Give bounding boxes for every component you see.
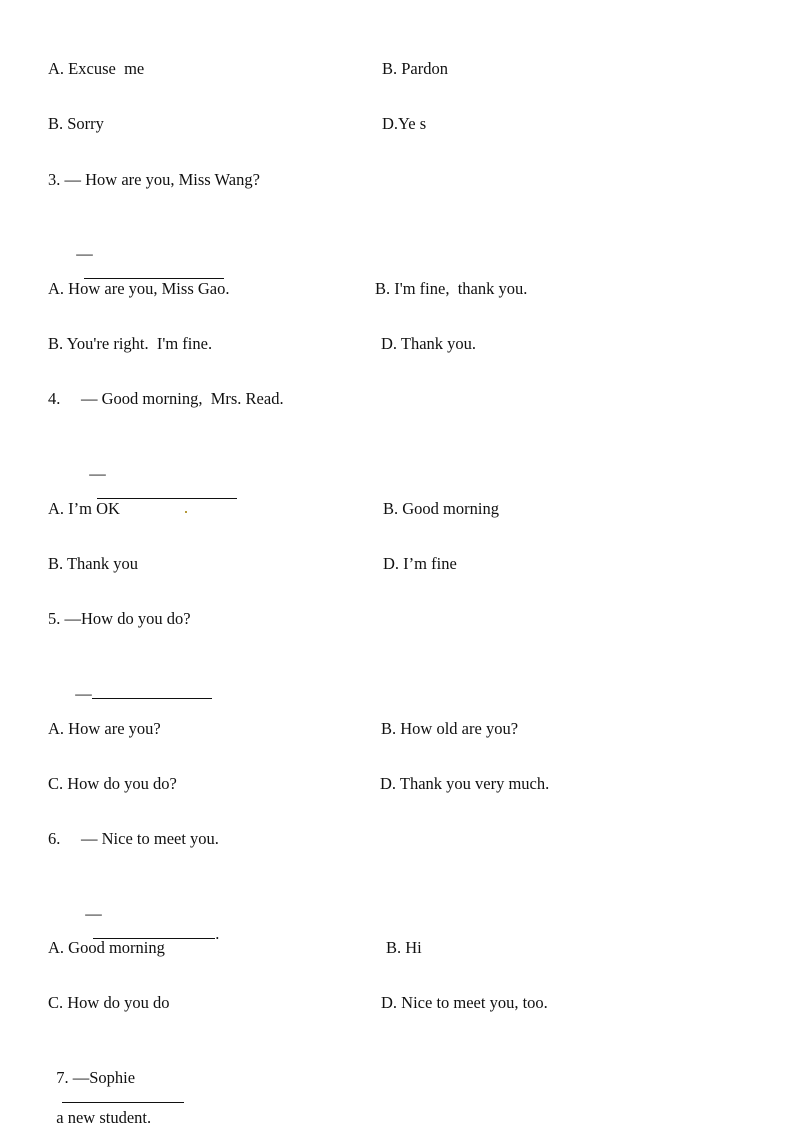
q6-reply-line xyxy=(77,884,219,944)
q4-option-b: B. Good morning xyxy=(383,499,499,518)
q2-option-b: B. Pardon xyxy=(382,59,448,78)
q4-reply-dash: — xyxy=(89,464,106,483)
q2-option-a: A. Excuse me xyxy=(48,59,145,78)
q7-answer-blank[interactable] xyxy=(62,1088,184,1103)
q5-reply-dash: — xyxy=(75,684,92,703)
q6-prompt: — Nice to meet you. xyxy=(81,829,219,848)
q7-prompt-end: a new student. xyxy=(56,1108,152,1127)
q5-option-b: B. How old are you? xyxy=(381,719,519,738)
q3-prompt: 3. — How are you, Miss Wang? xyxy=(48,170,260,189)
q6-number: 6. xyxy=(48,829,61,848)
q3-answer-blank[interactable] xyxy=(84,264,224,279)
q6-option-d: D. Nice to meet you, too. xyxy=(381,993,548,1012)
q2-option-c: B. Sorry xyxy=(48,114,104,133)
q7-prompt-line xyxy=(48,1048,190,1128)
q3-option-b: B. I'm fine, thank you. xyxy=(375,279,528,298)
q3-reply-line xyxy=(68,224,224,284)
q6-option-a: A. Good morning xyxy=(48,938,165,957)
q3-option-c: B. You're right. I'm fine. xyxy=(48,334,213,353)
q5-answer-blank[interactable] xyxy=(92,684,212,699)
q6-option-c: C. How do you do xyxy=(48,993,170,1012)
q4-prompt: — Good morning, Mrs. Read. xyxy=(81,389,284,408)
q5-option-a: A. How are you? xyxy=(48,719,161,738)
q4-option-c: B. Thank you xyxy=(48,554,138,573)
q5-option-c: C. How do you do? xyxy=(48,774,177,793)
q4-answer-blank[interactable] xyxy=(97,484,237,499)
q6-answer-blank[interactable] xyxy=(93,924,215,939)
q6-option-b: B. Hi xyxy=(386,938,422,957)
q6-reply-end: . xyxy=(215,924,220,943)
q7-prompt-start: 7. —Sophie xyxy=(56,1068,136,1087)
q4-reply-line xyxy=(81,444,237,504)
q5-option-d: D. Thank you very much. xyxy=(380,774,550,793)
q4-option-a: A. I’m OK xyxy=(48,499,120,518)
q6-reply-dash: — xyxy=(85,904,102,923)
q5-reply-line xyxy=(67,664,212,704)
q5-prompt: 5. —How do you do? xyxy=(48,609,191,628)
q3-reply-dash: — xyxy=(76,244,93,263)
q4-option-d: D. I’m fine xyxy=(383,554,457,573)
stray-mark xyxy=(185,511,187,513)
q3-option-a: A. How are you, Miss Gao. xyxy=(48,279,230,298)
q4-number: 4. xyxy=(48,389,61,408)
q3-option-d: D. Thank you. xyxy=(381,334,477,353)
q2-option-d: D.Ye s xyxy=(382,114,427,133)
